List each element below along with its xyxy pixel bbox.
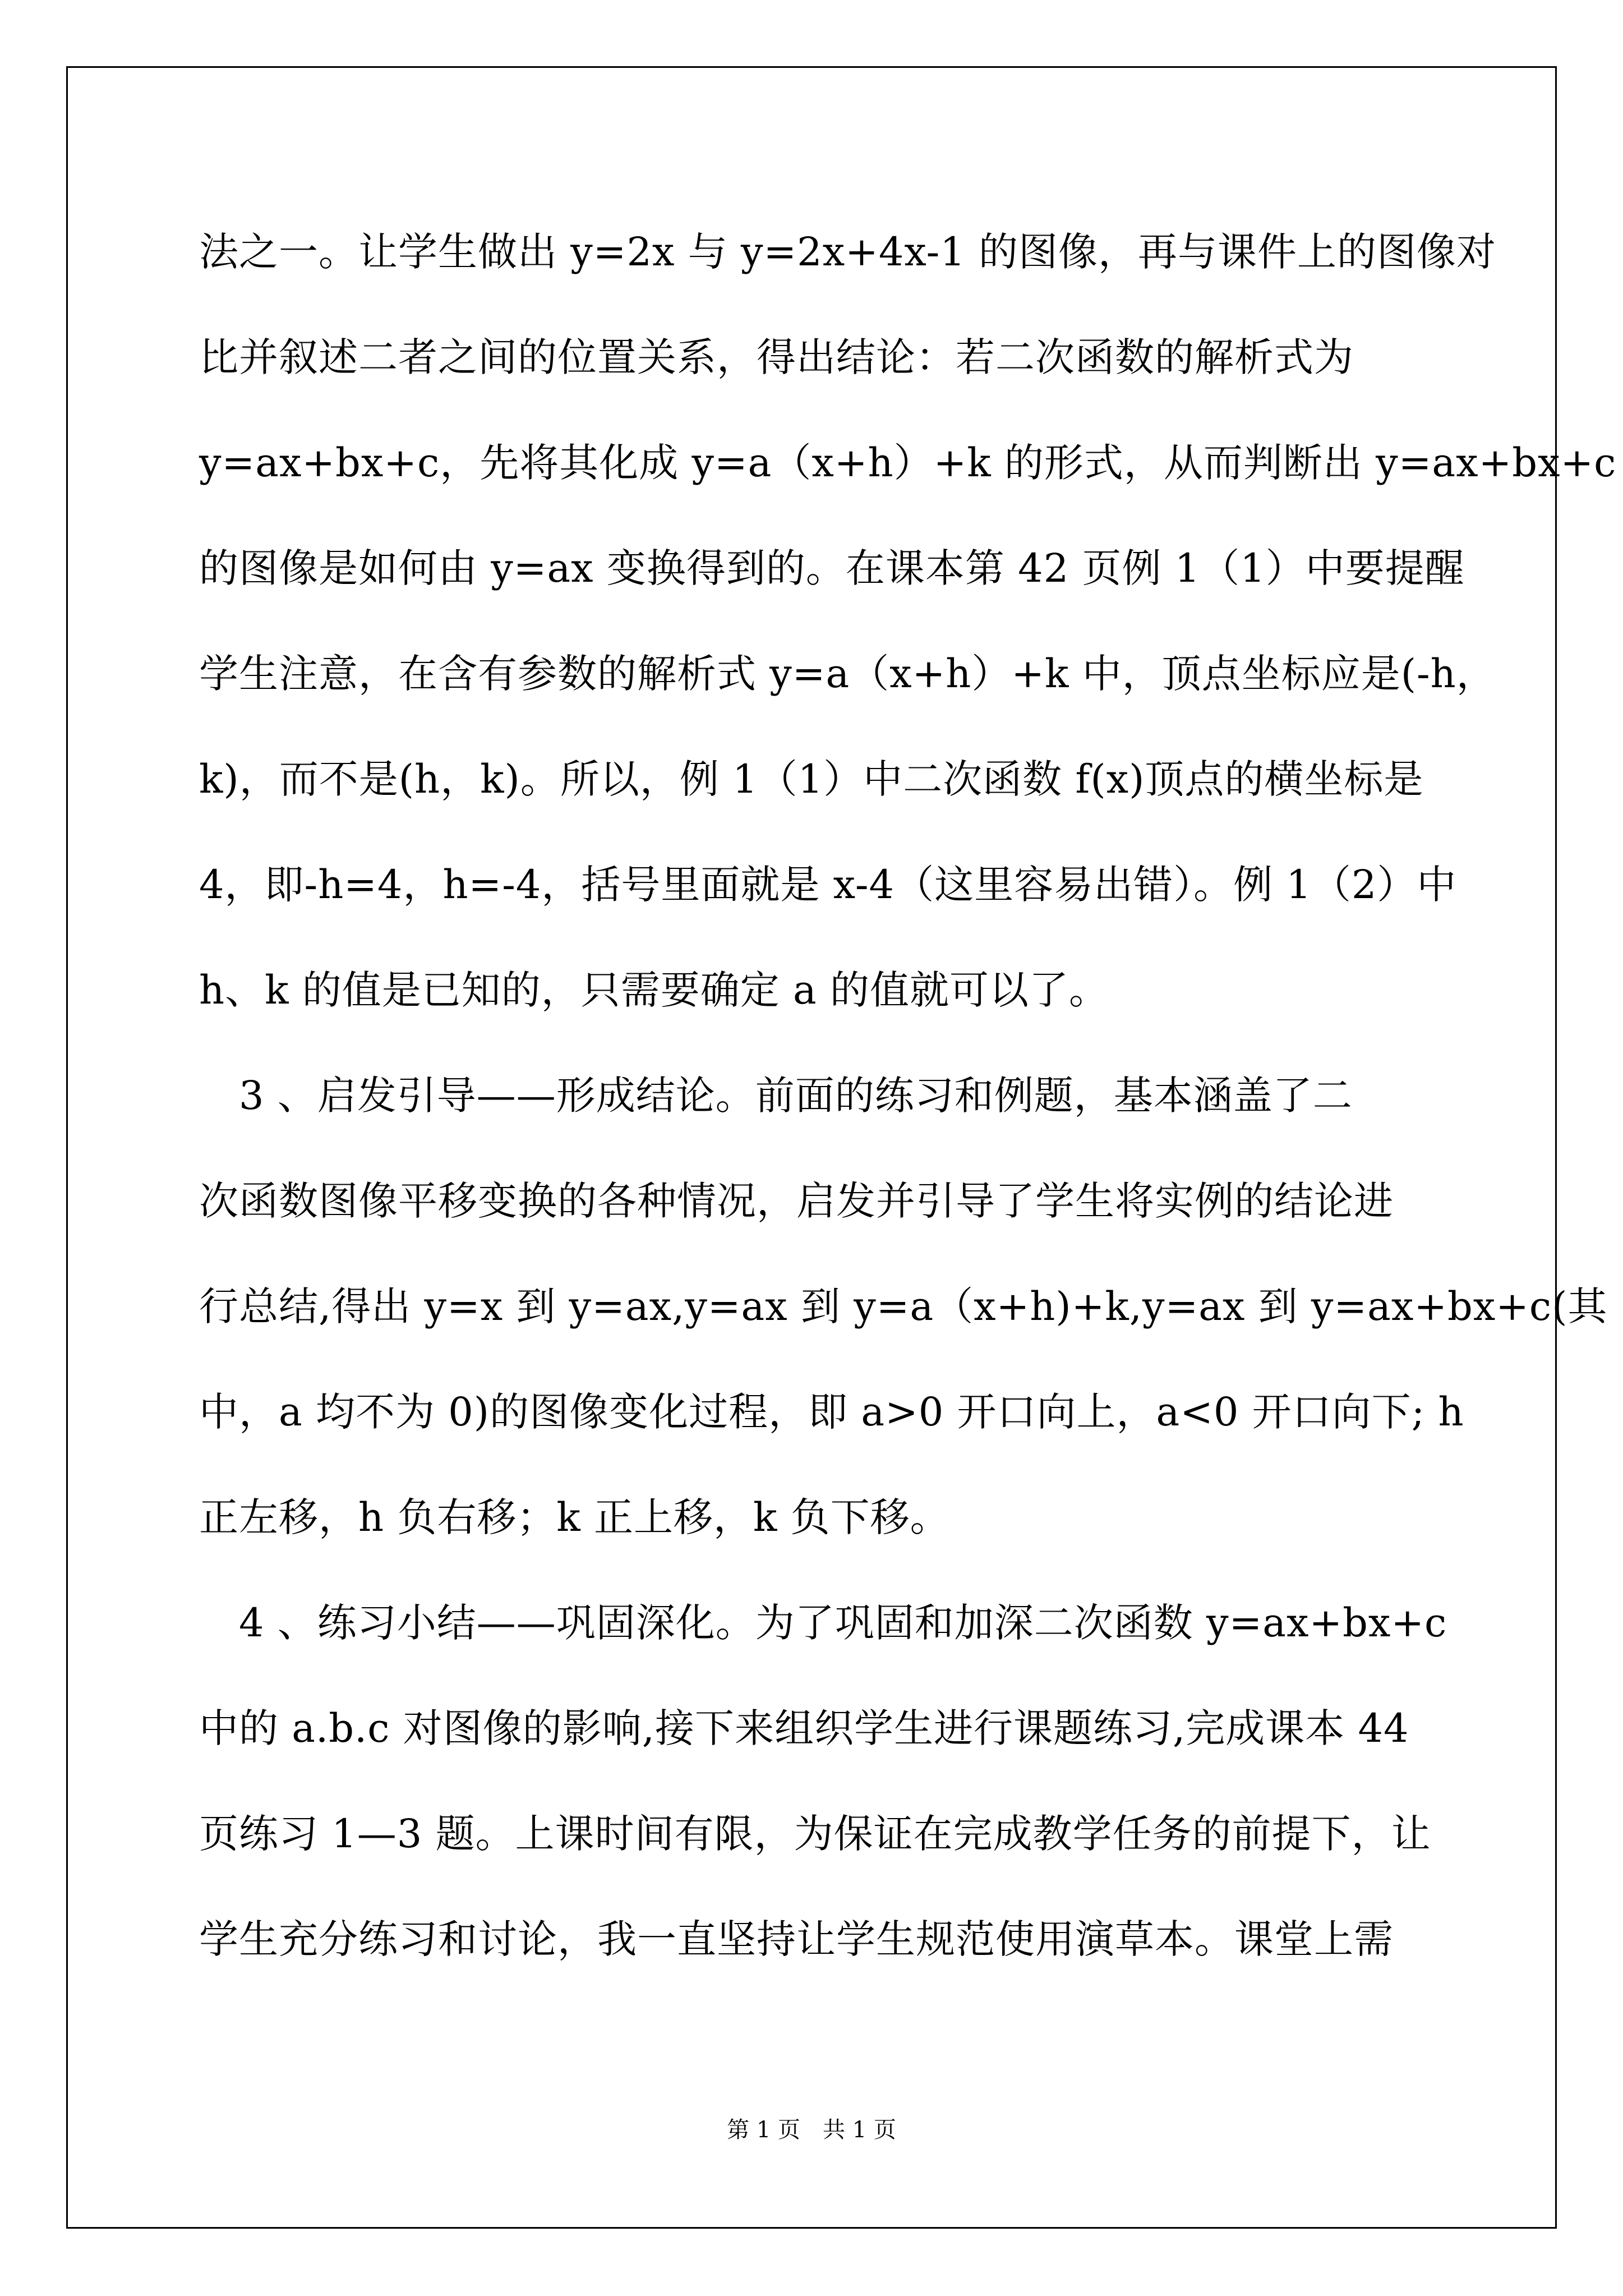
text-line: k)，而不是(h，k)。所以，例 1（1）中二次函数 f(x)顶点的横坐标是 [199,756,1424,802]
text-line: 次函数图像平移变换的各种情况，启发并引导了学生将实例的结论进 [199,1178,1394,1224]
text-line: 的图像是如何由 y=ax 变换得到的。在课本第 42 页例 1（1）中要提醒 [199,545,1465,591]
text-line: 中，a 均不为 0)的图像变化过程，即 a>0 开口向上，a<0 开口向下; h [199,1389,1464,1435]
text-line: 学生注意，在含有参数的解析式 y=a（x+h）+k 中，顶点坐标应是(-h， [199,651,1496,697]
text-line: 页练习 1—3 题。上课时间有限，为保证在完成教学任务的前提下，让 [199,1811,1431,1857]
paragraph-3 [199,1570,1447,1992]
text-line: 正左移，h 负右移；k 正上移，k 负下移。 [199,1494,950,1540]
text-line: h、k 的值是已知的，只需要确定 a 的值就可以了。 [199,967,1109,1013]
text-line: 法之一。让学生做出 y=2x 与 y=2x+4x-1 的图像，再与课件上的图像对 [199,229,1497,275]
paragraph-1 [199,199,1617,1043]
text-line: 中的 a.b.c 对图像的影响,接下来组织学生进行课题练习,完成课本 44 [199,1705,1409,1751]
text-line: 比并叙述二者之间的位置关系，得出结论：若二次函数的解析式为 [199,334,1354,380]
text-line: 学生充分练习和讨论，我一直坚持让学生规范使用演草本。课堂上需 [199,1916,1394,1962]
paragraph-2 [199,1043,1608,1570]
text-line: 行总结,得出 y=x 到 y=ax,y=ax 到 y=a（x+h)+k,y=ax 到 y=ax+bx+c(其 [199,1283,1608,1329]
page-number: 第 1 页 共 1 页 [727,2117,896,2143]
text-line: 3 、启发引导——形成结论。前面的练习和例题，基本涵盖了二 [199,1073,1353,1119]
page-footer [0,2112,1623,2144]
text-line: y=ax+bx+c，先将其化成 y=a（x+h）+k 的形式，从而判断出 y=ax+bx+c [199,440,1617,486]
text-line: 4，即-h=4，h=-4，括号里面就是 x-4（这里容易出错）。例 1（2）中 [199,862,1457,908]
document-body [199,199,1617,1992]
text-line: 4 、练习小结——巩固深化。为了巩固和加深二次函数 y=ax+bx+c [199,1600,1447,1646]
